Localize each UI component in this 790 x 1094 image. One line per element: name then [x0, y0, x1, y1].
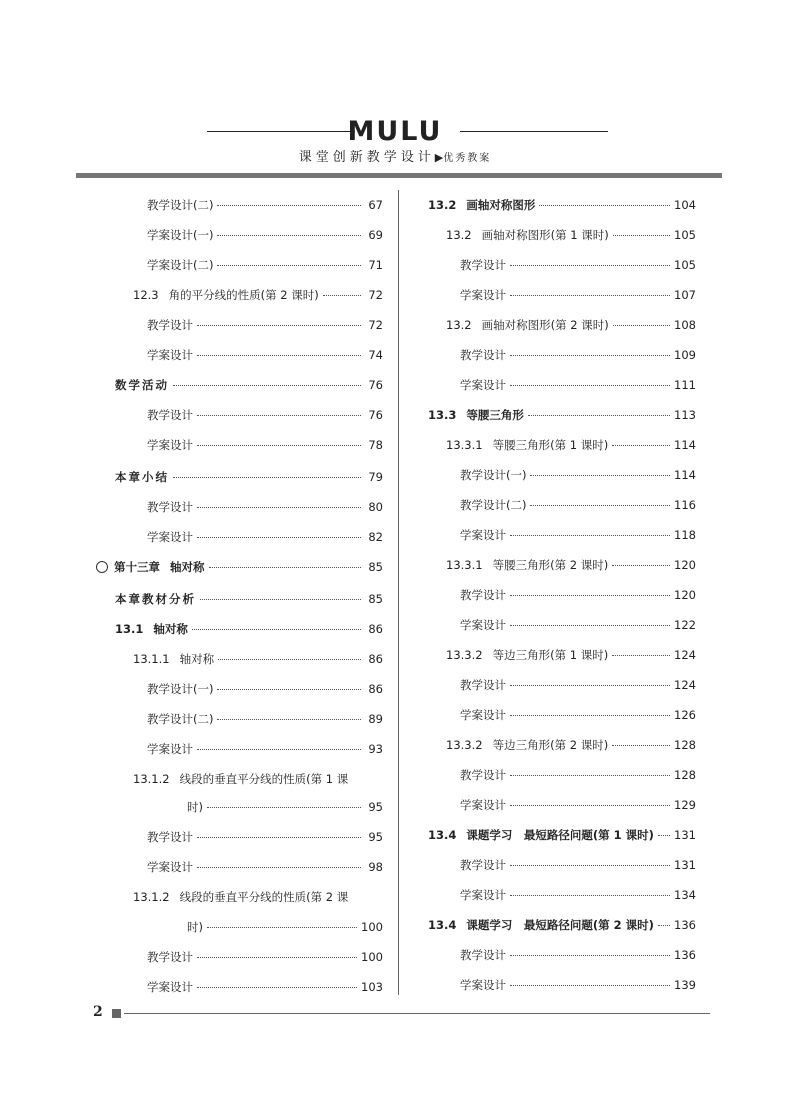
- toc-leader-dots: [530, 496, 670, 506]
- toc-chapter-entry[interactable]: [96, 558, 383, 576]
- toc-entry[interactable]: [460, 616, 696, 634]
- toc-leader-dots: [510, 286, 670, 296]
- toc-entry[interactable]: [147, 316, 383, 334]
- toc-entry[interactable]: [147, 498, 383, 516]
- toc-entry-label: 学案设计: [460, 798, 506, 812]
- toc-entry-label: 角的平分线的性质(第 2 课时): [168, 288, 319, 302]
- toc-entry[interactable]: [147, 740, 383, 758]
- page-number: 2: [93, 1004, 103, 1020]
- toc-leader-dots: [197, 978, 357, 988]
- toc-entry-label: 学案设计: [147, 980, 193, 994]
- toc-leader-dots: [173, 468, 361, 478]
- toc-subsection-entry[interactable]: [133, 888, 383, 906]
- toc-leader-dots: [192, 620, 361, 630]
- toc-leader-dots: [510, 796, 670, 806]
- toc-entry-page: 82: [368, 530, 383, 544]
- toc-entry-number: 12.3: [133, 288, 159, 302]
- toc-leader-dots: [530, 466, 670, 476]
- toc-section-entry[interactable]: [428, 826, 696, 844]
- toc-leader-dots: [197, 528, 361, 538]
- toc-entry-page: 86: [368, 652, 383, 666]
- toc-entry-page: 118: [674, 528, 696, 542]
- toc-entry-label: 时): [187, 800, 203, 814]
- toc-leader-dots: [612, 556, 670, 566]
- toc-entry-page: 103: [361, 980, 383, 994]
- toc-entry-page: 76: [368, 408, 383, 422]
- toc-entry-label: 教学设计(二): [147, 198, 214, 212]
- toc-entry[interactable]: [460, 976, 696, 994]
- toc-entry-label: 学案设计: [460, 378, 506, 392]
- toc-entry-page: 134: [674, 888, 696, 902]
- toc-entry-page: 93: [368, 742, 383, 756]
- toc-entry[interactable]: [460, 946, 696, 964]
- toc-entry-label: 学案设计(二): [147, 258, 214, 272]
- toc-entry-label: 学案设计: [460, 978, 506, 992]
- toc-entry-number: 13.1.2: [133, 772, 170, 786]
- toc-leader-dots: [613, 226, 670, 236]
- toc-entry[interactable]: [460, 766, 696, 784]
- toc-entry-label: 轴对称: [179, 652, 215, 666]
- toc-entry-label: 教学设计: [147, 318, 193, 332]
- toc-leader-dots: [510, 946, 670, 956]
- toc-entry-label: 教学设计: [460, 948, 506, 962]
- toc-entry[interactable]: [147, 196, 383, 214]
- toc-leader-dots: [613, 316, 670, 326]
- toc-entry-page: 116: [674, 498, 696, 512]
- toc-leader-dots: [197, 828, 361, 838]
- toc-section-entry[interactable]: [115, 620, 383, 638]
- toc-entry-number: 13.2: [446, 228, 472, 242]
- toc-entry-number: 13.1.1: [133, 652, 170, 666]
- toc-entry-label: 数学活动: [115, 378, 169, 392]
- triangle-right-icon: ▶: [434, 151, 444, 164]
- toc-leader-dots: [528, 406, 670, 416]
- toc-subsection-entry[interactable]: [133, 770, 383, 788]
- toc-entry-page: 71: [368, 258, 383, 272]
- toc-entry-label: 教学设计: [147, 500, 193, 514]
- toc-entry-label: 时): [187, 920, 203, 934]
- toc-entry-page: 108: [674, 318, 696, 332]
- toc-entry-page: 113: [674, 408, 696, 422]
- toc-entry-label: 教学设计: [460, 768, 506, 782]
- toc-entry-label: 学案设计: [460, 888, 506, 902]
- toc-entry[interactable]: [460, 586, 696, 604]
- toc-leader-dots: [197, 436, 361, 446]
- toc-entry-page: 109: [674, 348, 696, 362]
- toc-entry[interactable]: [460, 886, 696, 904]
- toc-entry-label: 教学设计: [460, 258, 506, 272]
- toc-leader-dots: [217, 196, 361, 206]
- toc-entry-label: 教学设计(一): [460, 468, 527, 482]
- toc-entry[interactable]: [147, 528, 383, 546]
- toc-leader-dots: [217, 710, 361, 720]
- toc-entry-number: 13.3.1: [446, 438, 483, 452]
- toc-entry-page: 86: [368, 622, 383, 636]
- toc-entry-label: 等边三角形(第 2 课时): [492, 738, 609, 752]
- toc-entry-page: 114: [674, 468, 696, 482]
- toc-entry[interactable]: [460, 286, 696, 304]
- toc-section-entry[interactable]: [133, 286, 383, 304]
- toc-entry-page: 72: [368, 288, 383, 302]
- toc-entry-label: 学案设计: [147, 530, 193, 544]
- toc-leader-dots: [197, 498, 361, 508]
- toc-entry-number: 13.1: [115, 622, 144, 636]
- toc-subsection-entry[interactable]: [133, 650, 383, 668]
- toc-entry-page: 76: [368, 378, 383, 392]
- toc-entry-number: 13.4: [428, 828, 457, 842]
- toc-entry-label: 学案设计: [147, 438, 193, 452]
- toc-entry-page: 95: [368, 800, 383, 814]
- toc-entry-page: 107: [674, 288, 696, 302]
- toc-entry-page: 126: [674, 708, 696, 722]
- toc-entry-label: 本章教材分析: [115, 592, 196, 606]
- toc-entry-page: 80: [368, 500, 383, 514]
- toc-entry-page: 98: [368, 860, 383, 874]
- circle-bullet-icon: [96, 561, 108, 573]
- toc-entry-label: 教学设计: [147, 408, 193, 422]
- toc-entry-label: 学案设计: [147, 860, 193, 874]
- toc-entry-page: 136: [674, 918, 696, 932]
- toc-entry-label: 线段的垂直平分线的性质(第 1 课: [179, 772, 349, 786]
- toc-leader-dots: [197, 406, 361, 416]
- toc-entry-label: 画轴对称图形: [466, 198, 536, 212]
- toc-entry-label: 学案设计: [147, 348, 193, 362]
- toc-entry-label: 学案设计: [460, 618, 506, 632]
- toc-heading-entry[interactable]: [115, 590, 383, 608]
- toc-entry-page: 79: [368, 470, 383, 484]
- toc-heading-entry[interactable]: [115, 468, 383, 486]
- toc-entry[interactable]: [147, 346, 383, 364]
- toc-entry-number: 13.3.1: [446, 558, 483, 572]
- column-divider: [398, 190, 399, 995]
- toc-entry-label: 课题学习 最短路径问题(第 1 课时): [466, 828, 654, 842]
- toc-leader-dots: [510, 976, 670, 986]
- subtitle-text: 课堂创新教学设计: [298, 150, 435, 165]
- subtitle-tag: 优秀教案: [443, 153, 492, 164]
- toc-entry-page: 122: [674, 618, 696, 632]
- toc-entry-label: 学案设计: [460, 528, 506, 542]
- toc-entry-page: 69: [368, 228, 383, 242]
- toc-entry-label: 学案设计: [147, 742, 193, 756]
- page-title: MULU: [347, 116, 443, 147]
- toc-entry-page: 131: [674, 858, 696, 872]
- toc-entry-label: 轴对称: [153, 622, 188, 636]
- toc-subsection-entry[interactable]: [446, 226, 696, 244]
- toc-entry-page: 124: [674, 678, 696, 692]
- toc-subsection-entry[interactable]: [446, 646, 696, 664]
- toc-leader-dots: [323, 286, 361, 296]
- toc-leader-dots: [510, 376, 670, 386]
- toc-entry-number: 13.3: [428, 408, 457, 422]
- toc-entry[interactable]: [147, 436, 383, 454]
- footer-rule: [124, 1013, 710, 1014]
- toc-leader-dots: [510, 856, 670, 866]
- toc-entry-page: 100: [361, 950, 383, 964]
- toc-section-entry[interactable]: [428, 916, 696, 934]
- toc-entry-label: 学案设计: [460, 288, 506, 302]
- toc-entry-page: 136: [674, 948, 696, 962]
- toc-leader-dots: [510, 586, 670, 596]
- toc-leader-dots: [510, 346, 670, 356]
- toc-section-entry[interactable]: [428, 196, 696, 214]
- toc-entry-label: 教学设计(二): [147, 712, 214, 726]
- toc-leader-dots: [510, 886, 670, 896]
- footer-square-marker: [112, 1009, 121, 1018]
- toc-entry-number: 13.1.2: [133, 890, 170, 904]
- toc-leader-dots: [197, 858, 361, 868]
- toc-heading-entry[interactable]: [115, 376, 383, 394]
- toc-leader-dots: [217, 226, 361, 236]
- toc-leader-dots: [218, 650, 361, 660]
- toc-entry[interactable]: [147, 256, 383, 274]
- toc-entry-label: 等边三角形(第 1 课时): [492, 648, 609, 662]
- toc-entry-page: 120: [674, 558, 696, 572]
- toc-leader-dots: [510, 706, 670, 716]
- toc-entry-label: 等腰三角形: [466, 408, 524, 422]
- toc-leader-dots: [197, 740, 361, 750]
- toc-entry-number: 13.2: [446, 318, 472, 332]
- toc-leader-dots: [658, 826, 670, 836]
- toc-entry[interactable]: [147, 858, 383, 876]
- toc-entry-number: 13.4: [428, 918, 457, 932]
- toc-entry-page: 72: [368, 318, 383, 332]
- toc-entry-page: 95: [368, 830, 383, 844]
- toc-leader-dots: [197, 948, 357, 958]
- toc-entry-page: 67: [368, 198, 383, 212]
- toc-entry-page: 124: [674, 648, 696, 662]
- page-subtitle: [0, 150, 790, 167]
- toc-entry[interactable]: [460, 346, 696, 364]
- toc-leader-dots: [539, 196, 670, 206]
- toc-leader-dots: [217, 680, 361, 690]
- toc-leader-dots: [173, 376, 361, 386]
- toc-leader-dots: [658, 916, 670, 926]
- header-rule-right: [460, 131, 608, 132]
- toc-entry-label: 教学设计: [460, 348, 506, 362]
- toc-entry-page: 74: [368, 348, 383, 362]
- toc-entry-page: 105: [674, 258, 696, 272]
- toc-entry[interactable]: [147, 710, 383, 728]
- toc-entry[interactable]: [460, 676, 696, 694]
- toc-leader-dots: [510, 766, 670, 776]
- toc-entry[interactable]: [460, 496, 696, 514]
- toc-entry-page: 128: [674, 738, 696, 752]
- toc-entry-number: 13.2: [428, 198, 457, 212]
- toc-leader-dots: [197, 346, 361, 356]
- toc-entry-page: 114: [674, 438, 696, 452]
- toc-entry-label: 教学设计: [147, 830, 193, 844]
- toc-leader-dots: [197, 316, 361, 326]
- toc-entry[interactable]: [147, 978, 383, 996]
- toc-entry-continuation[interactable]: [187, 918, 383, 936]
- toc-entry[interactable]: [460, 466, 696, 484]
- toc-entry-page: 111: [674, 378, 696, 392]
- toc-entry-label: 画轴对称图形(第 2 课时): [481, 318, 609, 332]
- toc-leader-dots: [612, 436, 670, 446]
- toc-entry-label: 画轴对称图形(第 1 课时): [481, 228, 609, 242]
- toc-subsection-entry[interactable]: [446, 556, 696, 574]
- toc-entry[interactable]: [147, 680, 383, 698]
- toc-leader-dots: [612, 736, 670, 746]
- toc-entry-label: 课题学习 最短路径问题(第 2 课时): [466, 918, 654, 932]
- toc-leader-dots: [510, 526, 670, 536]
- toc-entry[interactable]: [460, 526, 696, 544]
- toc-entry-label: 学案设计: [460, 708, 506, 722]
- toc-leader-dots: [510, 616, 670, 626]
- toc-entry[interactable]: [147, 406, 383, 424]
- toc-subsection-entry[interactable]: [446, 436, 696, 454]
- toc-entry-page: 128: [674, 768, 696, 782]
- toc-entry-page: 85: [368, 592, 383, 606]
- toc-entry-page: 104: [674, 198, 696, 212]
- header-bar: [76, 173, 722, 178]
- toc-leader-dots: [209, 558, 362, 568]
- toc-subsection-entry[interactable]: [446, 736, 696, 754]
- toc-leader-dots: [510, 676, 670, 686]
- toc-leader-dots: [200, 590, 361, 600]
- toc-leader-dots: [207, 798, 361, 808]
- toc-entry-number: 13.3.2: [446, 648, 483, 662]
- toc-entry[interactable]: [460, 256, 696, 274]
- toc-entry-label: 教学设计(一): [147, 682, 214, 696]
- toc-entry-label: 教学设计: [460, 678, 506, 692]
- toc-entry-page: 100: [361, 920, 383, 934]
- toc-entry[interactable]: [147, 226, 383, 244]
- toc-entry-page: 105: [674, 228, 696, 242]
- toc-entry-page: 120: [674, 588, 696, 602]
- toc-entry[interactable]: [147, 948, 383, 966]
- toc-entry-page: 129: [674, 798, 696, 812]
- toc-entry-label: 教学设计: [460, 858, 506, 872]
- toc-entry-number: 13.3.2: [446, 738, 483, 752]
- toc-entry-label: 教学设计: [147, 950, 193, 964]
- toc-leader-dots: [207, 918, 357, 928]
- toc-entry[interactable]: [460, 796, 696, 814]
- toc-entry-label: 等腰三角形(第 2 课时): [492, 558, 609, 572]
- toc-entry-page: 131: [674, 828, 696, 842]
- toc-leader-dots: [510, 256, 670, 266]
- toc-entry-page: 85: [368, 560, 383, 574]
- toc-leader-dots: [612, 646, 670, 656]
- toc-entry-label: 教学设计(二): [460, 498, 527, 512]
- toc-entry-continuation[interactable]: [187, 798, 383, 816]
- toc-entry-page: 78: [368, 438, 383, 452]
- toc-subsection-entry[interactable]: [446, 316, 696, 334]
- toc-entry-label: 轴对称: [170, 560, 205, 574]
- toc-entry-label: 学案设计(一): [147, 228, 214, 242]
- toc-entry-label: 等腰三角形(第 1 课时): [492, 438, 609, 452]
- toc-entry[interactable]: [460, 856, 696, 874]
- toc-entry-label: 教学设计: [460, 588, 506, 602]
- toc-entry-number: 第十三章: [114, 560, 160, 574]
- toc-section-entry[interactable]: [428, 406, 696, 424]
- toc-entry[interactable]: [460, 376, 696, 394]
- toc-entry-page: 86: [368, 682, 383, 696]
- toc-entry[interactable]: [460, 706, 696, 724]
- toc-entry-page: 89: [368, 712, 383, 726]
- toc-entry[interactable]: [147, 828, 383, 846]
- toc-entry-label: 本章小结: [115, 470, 169, 484]
- toc-entry-label: 线段的垂直平分线的性质(第 2 课: [179, 890, 349, 904]
- toc-entry-page: 139: [674, 978, 696, 992]
- toc-leader-dots: [217, 256, 361, 266]
